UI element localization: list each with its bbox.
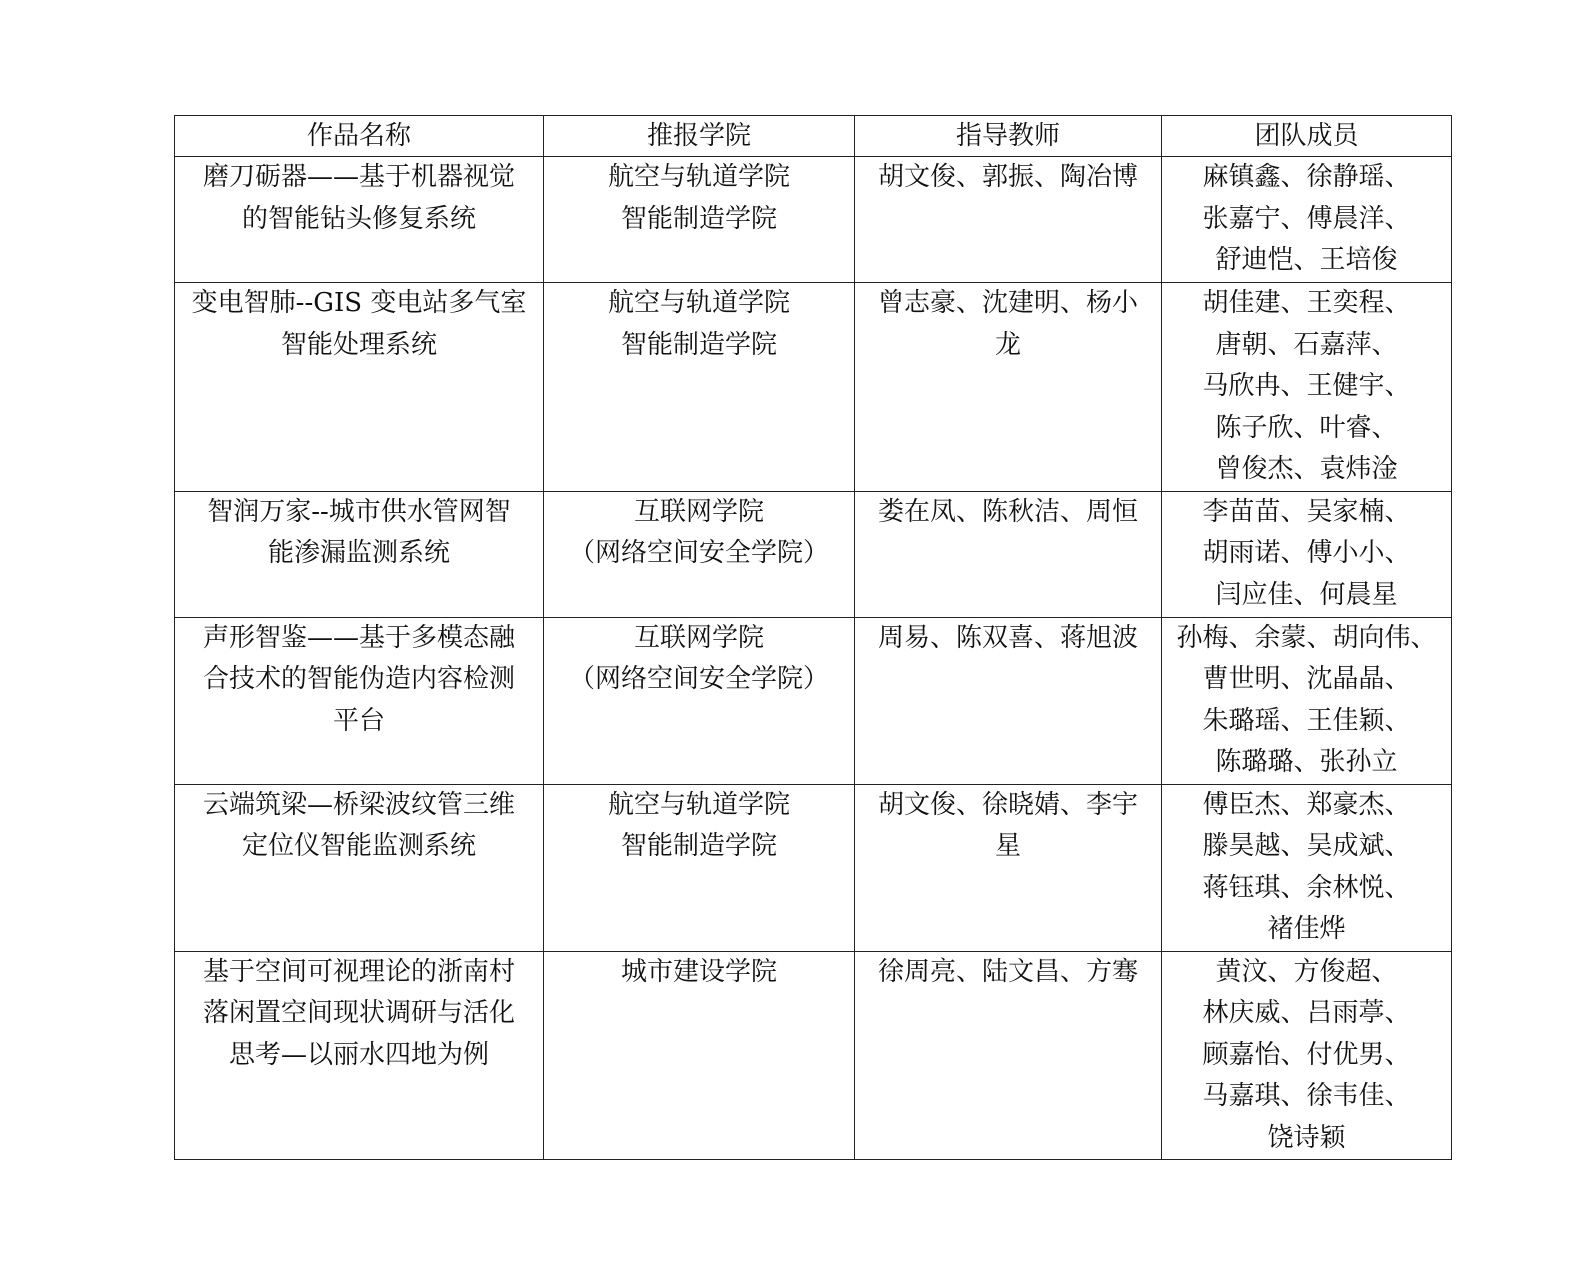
cell-work-name <box>175 784 544 951</box>
cell-work-name-line: 声形智鉴——基于多模态融 <box>202 622 515 653</box>
cell-college <box>544 951 855 1160</box>
table-row <box>175 157 1452 283</box>
cell-members-line: 陈子欣、叶睿、 <box>1215 412 1398 443</box>
cell-work-name <box>175 491 544 617</box>
cell-members <box>1162 491 1452 617</box>
cell-work-name-line: 云端筑梁—桥梁波纹管三维 <box>202 789 515 820</box>
cell-work-name-line: 平台 <box>332 705 385 736</box>
header-row <box>175 116 1452 157</box>
cell-college <box>544 784 855 951</box>
table-row <box>175 951 1452 1160</box>
header-work-name: 作品名称 <box>175 116 544 157</box>
cell-advisors-line: 龙 <box>994 329 1021 360</box>
cell-college <box>544 617 855 784</box>
cell-members-line: 林庆威、吕雨葶、 <box>1202 998 1411 1028</box>
header-advisors: 指导教师 <box>855 116 1162 157</box>
table-row <box>175 283 1452 492</box>
cell-work-name-line: 智润万家--城市供水管网智 <box>207 496 511 527</box>
cell-advisors <box>855 283 1162 492</box>
cell-advisors-line: 周易、陈双喜、蒋旭波 <box>877 622 1138 653</box>
cell-members-line: 闫应佳、何晨星 <box>1215 579 1398 610</box>
cell-work-name-line: 变电智肺--GIS 变电站多气室 <box>191 288 527 318</box>
cell-members-line: 褚佳烨 <box>1267 914 1346 944</box>
cell-work-name <box>175 157 544 283</box>
cell-members-line: 曾俊杰、袁炜淦 <box>1215 454 1398 484</box>
cell-members-line: 张嘉宁、傅晨洋、 <box>1202 203 1411 234</box>
cell-members <box>1162 951 1452 1160</box>
cell-members-line: 胡佳建、王奕程、 <box>1202 288 1411 318</box>
cell-work-name <box>175 283 544 492</box>
cell-members <box>1162 617 1452 784</box>
cell-college-line: 城市建设学院 <box>620 956 777 987</box>
cell-work-name-line: 磨刀砺器——基于机器视觉 <box>202 162 515 192</box>
cell-advisors <box>855 491 1162 617</box>
cell-members-line: 李苗苗、吴家楠、 <box>1202 496 1411 527</box>
cell-college-line: 航空与轨道学院 <box>607 288 790 318</box>
cell-members-line: 滕昊越、吴成斌、 <box>1202 831 1411 861</box>
cell-advisors <box>855 617 1162 784</box>
cell-members-line: 孙梅、余蒙、胡向伟、 <box>1176 622 1437 653</box>
cell-college <box>544 491 855 617</box>
cell-members-line: 饶诗颖 <box>1267 1122 1346 1153</box>
cell-work-name-line: 定位仪智能监测系统 <box>241 831 476 861</box>
header-college: 推报学院 <box>544 116 855 157</box>
cell-advisors <box>855 157 1162 283</box>
cell-college-line: 智能制造学院 <box>620 203 777 234</box>
table-body <box>175 157 1452 1160</box>
cell-work-name-line: 思考—以丽水四地为例 <box>228 1039 489 1070</box>
cell-members-line: 舒迪恺、王培俊 <box>1215 245 1398 275</box>
cell-work-name-line: 合技术的智能伪造内容检测 <box>202 664 515 694</box>
cell-college-line: 智能制造学院 <box>620 329 777 360</box>
table-row <box>175 491 1452 617</box>
cell-work-name-line: 能渗漏监测系统 <box>267 538 450 568</box>
cell-work-name <box>175 951 544 1160</box>
cell-members-line: 蒋钰琪、余林悦、 <box>1202 872 1411 903</box>
cell-college-line: 航空与轨道学院 <box>607 162 790 192</box>
table-row <box>175 784 1452 951</box>
cell-college <box>544 283 855 492</box>
cell-college-line: （网络空间安全学院） <box>568 538 829 568</box>
cell-work-name-line: 落闲置空间现状调研与活化 <box>202 998 515 1028</box>
cell-members <box>1162 157 1452 283</box>
cell-advisors <box>855 951 1162 1160</box>
cell-members <box>1162 784 1452 951</box>
cell-college-line: 智能制造学院 <box>620 831 777 861</box>
cell-members-line: 陈璐璐、张孙立 <box>1215 747 1398 777</box>
cell-work-name-line: 的智能钻头修复系统 <box>241 203 476 234</box>
cell-members-line: 唐朝、石嘉萍、 <box>1215 329 1398 360</box>
cell-college <box>544 157 855 283</box>
cell-advisors-line: 曾志豪、沈建明、杨小 <box>877 288 1138 318</box>
cell-members-line: 曹世明、沈晶晶、 <box>1202 664 1411 694</box>
cell-advisors-line: 徐周亮、陆文昌、方骞 <box>877 956 1138 987</box>
header-members: 团队成员 <box>1162 116 1452 157</box>
cell-members-line: 黄汶、方俊超、 <box>1215 956 1398 987</box>
cell-members-line: 麻镇鑫、徐静瑶、 <box>1202 162 1411 192</box>
cell-advisors-line: 胡文俊、徐晓婧、李宇 <box>877 789 1138 820</box>
cell-work-name-line: 智能处理系统 <box>280 329 437 360</box>
table-row <box>175 617 1452 784</box>
award-table <box>174 115 1452 1160</box>
cell-members-line: 朱璐瑶、王佳颖、 <box>1202 705 1411 736</box>
cell-members-line: 顾嘉怡、付优男、 <box>1202 1039 1411 1070</box>
cell-advisors-line: 娄在凤、陈秋洁、周恒 <box>877 496 1138 527</box>
cell-work-name-line: 基于空间可视理论的浙南村 <box>202 956 515 987</box>
cell-advisors <box>855 784 1162 951</box>
cell-members-line: 傅臣杰、郑豪杰、 <box>1202 789 1411 820</box>
cell-members-line: 马嘉琪、徐韦佳、 <box>1202 1081 1411 1111</box>
cell-college-line: （网络空间安全学院） <box>568 664 829 694</box>
cell-college-line: 互联网学院 <box>633 496 764 527</box>
cell-advisors-line: 星 <box>994 831 1021 861</box>
cell-work-name <box>175 617 544 784</box>
cell-college-line: 互联网学院 <box>633 622 764 653</box>
cell-advisors-line: 胡文俊、郭振、陶冶博 <box>877 162 1138 192</box>
cell-college-line: 航空与轨道学院 <box>607 789 790 820</box>
cell-members-line: 马欣冉、王健宇、 <box>1202 371 1411 401</box>
cell-members-line: 胡雨诺、傅小小、 <box>1202 538 1411 568</box>
cell-members <box>1162 283 1452 492</box>
